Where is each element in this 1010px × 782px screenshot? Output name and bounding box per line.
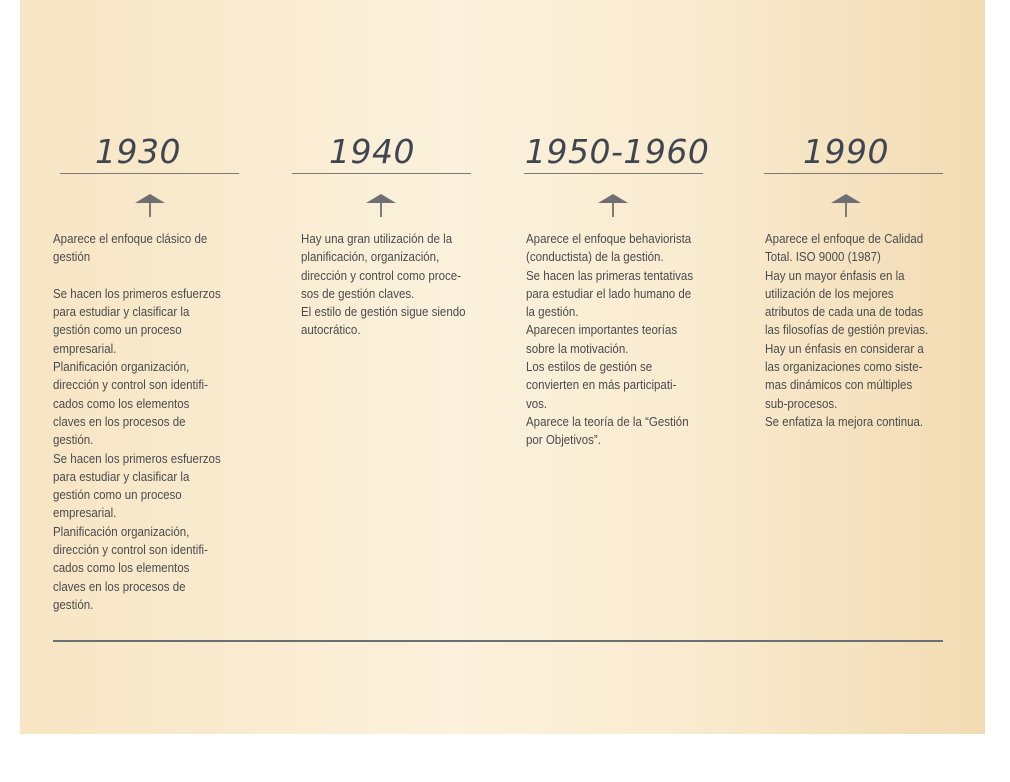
description-line: cados como los elementos xyxy=(53,560,190,576)
description-line: las organizaciones como siste- xyxy=(765,359,923,375)
description-line: convierten en más participati- xyxy=(526,377,677,393)
period-year: 1990 xyxy=(803,132,889,171)
year-underline xyxy=(292,173,471,174)
year-underline xyxy=(60,173,239,174)
year-underline xyxy=(764,173,943,174)
description-line: sos de gestión claves. xyxy=(301,285,415,301)
description-line: empresarial. xyxy=(53,505,117,521)
description-line: la gestión. xyxy=(526,304,579,320)
description-line: sub-procesos. xyxy=(765,395,838,411)
description-line: empresarial. xyxy=(53,340,117,356)
description-line: Planificación organización, xyxy=(53,359,190,375)
description-line: Aparece la teoría de la “Gestión xyxy=(526,413,689,429)
description-line: gestión xyxy=(53,249,91,265)
up-arrow-icon xyxy=(364,192,398,218)
description-line xyxy=(53,267,221,285)
description-line: gestión. xyxy=(53,596,94,612)
description-line: gestión como un proceso xyxy=(53,322,182,338)
description-line: Total. ISO 9000 (1987) xyxy=(765,249,881,265)
description-line: gestión. xyxy=(53,432,94,448)
description-line: Aparecen importantes teorías xyxy=(526,322,678,338)
description-line: Aparece el enfoque clásico de xyxy=(53,231,208,246)
description-line: vos. xyxy=(526,395,548,411)
period-description xyxy=(765,230,928,431)
description-line: (conductista) de la gestión. xyxy=(526,249,664,265)
description-line: planificación, organización, xyxy=(301,249,440,265)
description-line: Hay un mayor énfasis en la xyxy=(765,267,905,283)
description-line: Se hacen las primeras tentativas xyxy=(526,267,694,283)
up-arrow-icon xyxy=(133,192,167,218)
description-line: las filosofías de gestión previas. xyxy=(765,322,929,338)
description-line: cados como los elementos xyxy=(53,395,190,411)
period-year: 1930 xyxy=(95,132,181,171)
description-line: dirección y control como proce- xyxy=(301,267,462,283)
description-line: Hay una gran utilización de la xyxy=(301,231,453,246)
period-description xyxy=(53,230,221,614)
description-line: por Objetivos”. xyxy=(526,432,601,448)
year-underline xyxy=(524,173,703,174)
description-line: para estudiar y clasificar la xyxy=(53,304,190,320)
description-line: mas dinámicos con múltiples xyxy=(765,377,913,393)
description-line: Los estilos de gestión se xyxy=(526,359,653,375)
description-line: Hay un énfasis en considerar a xyxy=(765,340,924,356)
timeline-base-line xyxy=(53,640,943,642)
period-description xyxy=(526,230,693,450)
period-year: 1950-1960 xyxy=(525,132,710,171)
description-line: Se enfatiza la mejora continua. xyxy=(765,413,924,429)
description-line: para estudiar el lado humano de xyxy=(526,285,692,301)
period-year: 1940 xyxy=(329,132,415,171)
description-line: atributos de cada una de todas xyxy=(765,304,924,320)
description-line: sobre la motivación. xyxy=(526,340,629,356)
up-arrow-icon xyxy=(596,192,630,218)
description-line: Se hacen los primeros esfuerzos xyxy=(53,450,221,466)
description-line: para estudiar y clasificar la xyxy=(53,468,190,484)
description-line: utilización de los mejores xyxy=(765,285,894,301)
up-arrow-icon xyxy=(829,192,863,218)
description-line: autocrático. xyxy=(301,322,361,338)
description-line: gestión como un proceso xyxy=(53,487,182,503)
description-line: Aparece el enfoque de Calidad xyxy=(765,231,924,246)
period-description xyxy=(301,230,466,340)
description-line: claves en los procesos de xyxy=(53,578,186,594)
description-line: claves en los procesos de xyxy=(53,413,186,429)
description-line: El estilo de gestión sigue siendo xyxy=(301,304,466,320)
description-line: dirección y control son identifi- xyxy=(53,377,208,393)
description-line: Planificación organización, xyxy=(53,523,190,539)
description-line: Se hacen los primeros esfuerzos xyxy=(53,285,221,301)
description-line: dirección y control son identifi- xyxy=(53,542,208,558)
description-line: Aparece el enfoque behaviorista xyxy=(526,231,692,246)
